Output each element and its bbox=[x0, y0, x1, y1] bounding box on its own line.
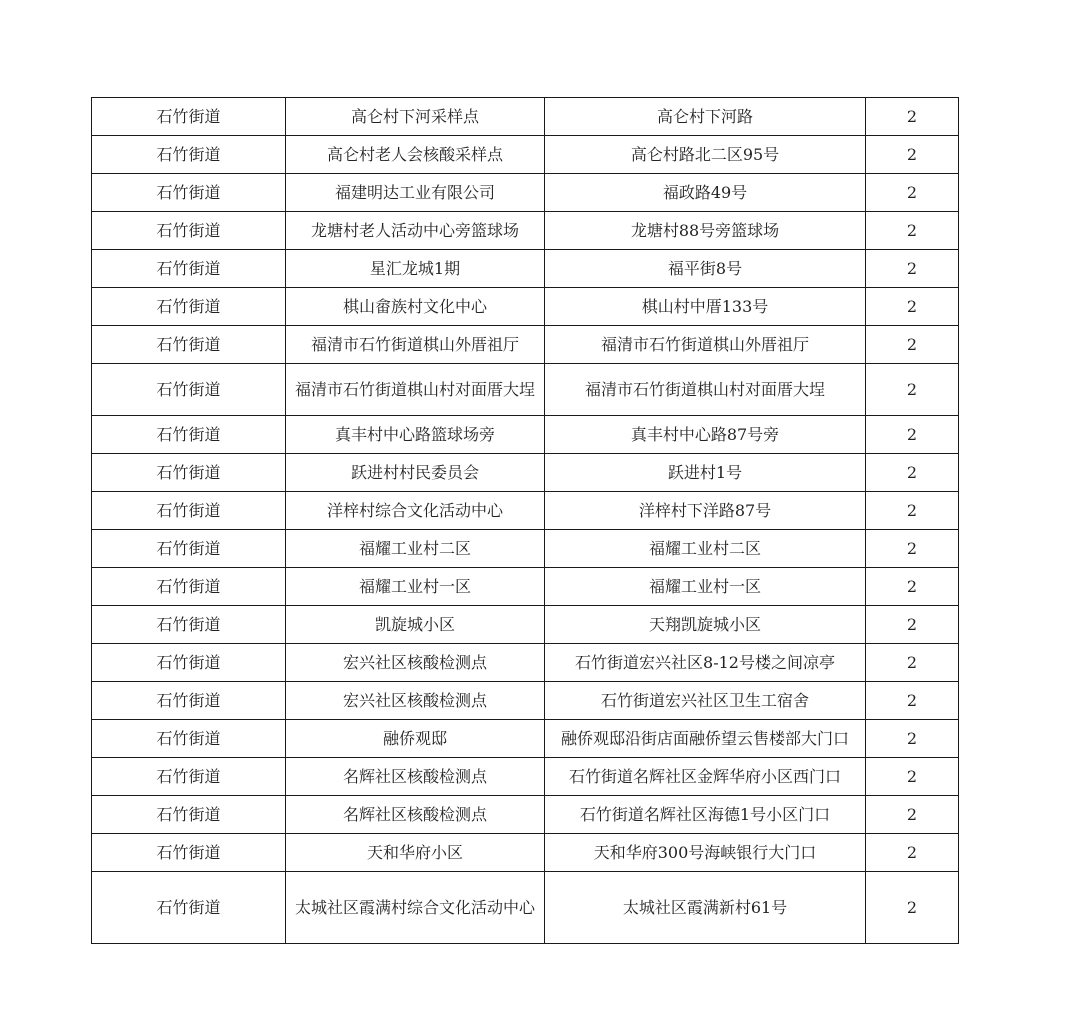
address-cell: 石竹街道名辉社区金辉华府小区西门口 bbox=[545, 758, 866, 796]
address-cell: 石竹街道宏兴社区8-12号楼之间凉亭 bbox=[545, 644, 866, 682]
table-row bbox=[92, 568, 959, 606]
street-cell: 石竹街道 bbox=[92, 530, 286, 568]
street-cell: 石竹街道 bbox=[92, 606, 286, 644]
address-cell: 跃进村1号 bbox=[545, 454, 866, 492]
site-cell: 宏兴社区核酸检测点 bbox=[286, 682, 545, 720]
count-cell: 2 bbox=[866, 250, 959, 288]
street-cell: 石竹街道 bbox=[92, 720, 286, 758]
street-cell: 石竹街道 bbox=[92, 288, 286, 326]
count-cell: 2 bbox=[866, 568, 959, 606]
address-cell: 石竹街道名辉社区海德1号小区门口 bbox=[545, 796, 866, 834]
count-cell: 2 bbox=[866, 720, 959, 758]
street-cell: 石竹街道 bbox=[92, 492, 286, 530]
count-cell: 2 bbox=[866, 644, 959, 682]
street-cell: 石竹街道 bbox=[92, 644, 286, 682]
address-cell: 龙塘村88号旁篮球场 bbox=[545, 212, 866, 250]
street-cell: 石竹街道 bbox=[92, 250, 286, 288]
site-cell: 福清市石竹街道棋山村对面厝大埕 bbox=[286, 364, 545, 416]
address-cell: 福平街8号 bbox=[545, 250, 866, 288]
street-cell: 石竹街道 bbox=[92, 834, 286, 872]
site-cell: 名辉社区核酸检测点 bbox=[286, 758, 545, 796]
count-cell: 2 bbox=[866, 212, 959, 250]
street-cell: 石竹街道 bbox=[92, 454, 286, 492]
site-cell: 福清市石竹街道棋山外厝祖厅 bbox=[286, 326, 545, 364]
address-cell: 福清市石竹街道棋山外厝祖厅 bbox=[545, 326, 866, 364]
table-row bbox=[92, 326, 959, 364]
count-cell: 2 bbox=[866, 288, 959, 326]
table-row bbox=[92, 212, 959, 250]
street-cell: 石竹街道 bbox=[92, 796, 286, 834]
street-cell: 石竹街道 bbox=[92, 364, 286, 416]
site-cell: 凯旋城小区 bbox=[286, 606, 545, 644]
street-cell: 石竹街道 bbox=[92, 682, 286, 720]
address-cell: 棋山村中厝133号 bbox=[545, 288, 866, 326]
site-cell: 福耀工业村一区 bbox=[286, 568, 545, 606]
site-cell: 融侨观邸 bbox=[286, 720, 545, 758]
count-cell: 2 bbox=[866, 872, 959, 944]
street-cell: 石竹街道 bbox=[92, 174, 286, 212]
site-cell: 天和华府小区 bbox=[286, 834, 545, 872]
count-cell: 2 bbox=[866, 174, 959, 212]
table-row bbox=[92, 872, 959, 944]
count-cell: 2 bbox=[866, 492, 959, 530]
table-row bbox=[92, 720, 959, 758]
table-row bbox=[92, 492, 959, 530]
table-row bbox=[92, 98, 959, 136]
street-cell: 石竹街道 bbox=[92, 212, 286, 250]
table-row bbox=[92, 288, 959, 326]
table-row bbox=[92, 174, 959, 212]
street-cell: 石竹街道 bbox=[92, 872, 286, 944]
count-cell: 2 bbox=[866, 326, 959, 364]
table-row bbox=[92, 530, 959, 568]
sampling-sites-table bbox=[91, 97, 959, 944]
count-cell: 2 bbox=[866, 416, 959, 454]
table-row bbox=[92, 606, 959, 644]
table-row bbox=[92, 136, 959, 174]
table-row bbox=[92, 454, 959, 492]
count-cell: 2 bbox=[866, 682, 959, 720]
site-cell: 棋山畲族村文化中心 bbox=[286, 288, 545, 326]
address-cell: 福政路49号 bbox=[545, 174, 866, 212]
address-cell: 高仑村路北二区95号 bbox=[545, 136, 866, 174]
site-cell: 福耀工业村二区 bbox=[286, 530, 545, 568]
count-cell: 2 bbox=[866, 364, 959, 416]
site-cell: 福建明达工业有限公司 bbox=[286, 174, 545, 212]
site-cell: 高仑村老人会核酸采样点 bbox=[286, 136, 545, 174]
table-row bbox=[92, 250, 959, 288]
site-cell: 高仑村下河采样点 bbox=[286, 98, 545, 136]
site-cell: 星汇龙城1期 bbox=[286, 250, 545, 288]
street-cell: 石竹街道 bbox=[92, 758, 286, 796]
site-cell: 太城社区霞满村综合文化活动中心 bbox=[286, 872, 545, 944]
street-cell: 石竹街道 bbox=[92, 568, 286, 606]
count-cell: 2 bbox=[866, 606, 959, 644]
site-cell: 真丰村中心路篮球场旁 bbox=[286, 416, 545, 454]
address-cell: 福耀工业村一区 bbox=[545, 568, 866, 606]
count-cell: 2 bbox=[866, 834, 959, 872]
street-cell: 石竹街道 bbox=[92, 326, 286, 364]
table-row bbox=[92, 416, 959, 454]
site-cell: 跃进村村民委员会 bbox=[286, 454, 545, 492]
address-cell: 天翔凯旋城小区 bbox=[545, 606, 866, 644]
street-cell: 石竹街道 bbox=[92, 136, 286, 174]
site-cell: 龙塘村老人活动中心旁篮球场 bbox=[286, 212, 545, 250]
table-row bbox=[92, 834, 959, 872]
site-cell: 宏兴社区核酸检测点 bbox=[286, 644, 545, 682]
table-body bbox=[92, 98, 959, 944]
address-cell: 洋梓村下洋路87号 bbox=[545, 492, 866, 530]
count-cell: 2 bbox=[866, 98, 959, 136]
address-cell: 真丰村中心路87号旁 bbox=[545, 416, 866, 454]
address-cell: 太城社区霞满新村61号 bbox=[545, 872, 866, 944]
street-cell: 石竹街道 bbox=[92, 98, 286, 136]
count-cell: 2 bbox=[866, 796, 959, 834]
address-cell: 高仑村下河路 bbox=[545, 98, 866, 136]
count-cell: 2 bbox=[866, 530, 959, 568]
site-cell: 洋梓村综合文化活动中心 bbox=[286, 492, 545, 530]
count-cell: 2 bbox=[866, 758, 959, 796]
table-row bbox=[92, 796, 959, 834]
address-cell: 石竹街道宏兴社区卫生工宿舍 bbox=[545, 682, 866, 720]
table-row bbox=[92, 644, 959, 682]
table-row bbox=[92, 364, 959, 416]
address-cell: 福耀工业村二区 bbox=[545, 530, 866, 568]
address-cell: 福清市石竹街道棋山村对面厝大埕 bbox=[545, 364, 866, 416]
address-cell: 天和华府300号海峡银行大门口 bbox=[545, 834, 866, 872]
site-cell: 名辉社区核酸检测点 bbox=[286, 796, 545, 834]
address-cell: 融侨观邸沿街店面融侨望云售楼部大门口 bbox=[545, 720, 866, 758]
street-cell: 石竹街道 bbox=[92, 416, 286, 454]
count-cell: 2 bbox=[866, 136, 959, 174]
count-cell: 2 bbox=[866, 454, 959, 492]
table-row bbox=[92, 758, 959, 796]
table-row bbox=[92, 682, 959, 720]
